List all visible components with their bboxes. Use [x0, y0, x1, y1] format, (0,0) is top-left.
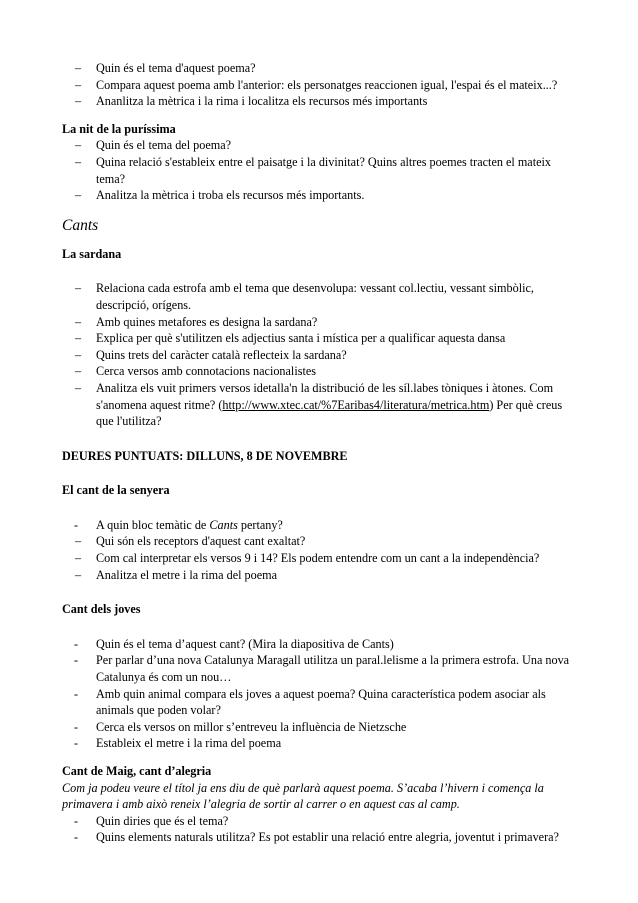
list-item: – Relaciona cada estrofa amb el tema que desenvolupa: vessant col.lectiu, vessant simbòlic, descripció, orígens. [75, 281, 534, 312]
list-item: – Amb quines metafores es designa la sardana? [75, 314, 318, 329]
intro-question-list [62, 60, 582, 110]
dash-marker: – [75, 188, 82, 203]
list-item: - Quin diries que és el tema? [74, 813, 229, 828]
hyphen-marker: - [74, 517, 79, 532]
dash-marker: – [75, 551, 82, 566]
dash-marker: – [75, 314, 82, 329]
list-item: - A quin bloc temàtic de Cants pertany? [74, 517, 283, 532]
list-item: - Amb quin animal compara els joves a aquest poema? Quina característica podem asociar als animals que poden volar? [74, 686, 546, 718]
list-item: – Analitza la mètrica i troba els recursos més importants. [75, 188, 365, 203]
list-item: – Explica per què s'utilitzen els adjectius santa i mística per a qualificar aquesta dansa [75, 331, 506, 346]
maig-question-list [62, 813, 582, 846]
dash-marker: – [75, 281, 82, 296]
list-item: – Ananlitza la mètrica i la rima i localitza els recursos més importants [75, 94, 428, 109]
dash-marker: – [75, 61, 82, 75]
list-item: – Com cal interpretar els versos 9 i 14? Els podem entendre com un cant a la independència? [75, 551, 540, 566]
list-item: – Cerca versos amb connotacions nacionalistes [75, 364, 316, 379]
list-item: - Estableix el metre i la rima del poema [74, 736, 282, 751]
hyphen-marker: - [74, 686, 79, 701]
list-item: - Cerca els versos on millor s’entreveu la influència de Nietzsche [74, 719, 407, 734]
document-page [62, 60, 582, 846]
dash-marker: – [75, 347, 82, 362]
senyera-question-list [62, 517, 582, 583]
metrica-link[interactable]: http://www.xtec.cat/%7Earibas4/literatura/metrica.htm [222, 397, 490, 412]
dash-marker: – [75, 380, 82, 395]
nit-question-list [62, 137, 582, 203]
list-item: – Quina relació s'estableix entre el paisatge i la divinitat? Quins altres poemes tracten el mateix tema? [75, 154, 551, 186]
dash-marker: – [75, 138, 82, 153]
list-item: – Analitza el metre i la rima del poema [75, 567, 278, 582]
heading-senyera: El cant de la senyera [62, 483, 170, 498]
maig-intro-paragraph: Com ja podeu veure el títol ja ens diu de què parlarà aquest poema. S’acaba l’hivern i comença la primavera i amb això reneix l’alegria de sortir al carrer o en aquest cas al camp. [62, 780, 544, 812]
list-item: – Qui són els receptors d'aquest cant exaltat? [75, 534, 306, 549]
list-item: – Quin és el tema d'aquest poema? [75, 61, 256, 75]
hyphen-marker: - [74, 653, 79, 668]
list-item: - Quin és el tema d’aquest cant? (Mira la diapositiva de Cants) [74, 636, 394, 651]
list-item: – Quin és el tema del poema? [75, 138, 232, 153]
hyphen-marker: - [74, 830, 79, 845]
list-item: – Analitza els vuit primers versos idetalla'n la distribució de les síl.labes tòniques i àtones. Com s'anomena aquest ritme? (http://www.xtec.cat/%7Earibas4/literatura/metrica.htm) Per què creus que l'utilitza? [75, 380, 563, 429]
deures-heading: DEURES PUNTUATS: DILLUNS, 8 DE NOVEMBRE [62, 448, 348, 463]
hyphen-marker: - [74, 719, 79, 734]
joves-question-list [62, 636, 582, 752]
dash-marker: – [75, 567, 82, 582]
section-title: Cants [62, 216, 99, 234]
hyphen-marker: - [74, 813, 79, 828]
list-item: - Quins elements naturals utilitza? Es pot establir una relació entre alegria, joventut i primavera? [74, 830, 559, 845]
dash-marker: – [75, 534, 82, 549]
hyphen-marker: - [74, 636, 79, 651]
dash-marker: – [75, 77, 82, 92]
dash-marker: – [75, 94, 82, 109]
heading-nit: La nit de la puríssima [62, 121, 176, 136]
list-item: - Per parlar d’una nova Catalunya Maragall utilitza un paral.lelisme a la primera estrofa. Una nova Catalunya és com un nou… [74, 653, 570, 685]
list-item: – Compara aquest poema amb l'anterior: els personatges reaccionen igual, l'espai és el mateix...? [75, 77, 558, 92]
dash-marker: – [75, 331, 82, 346]
heading-sardana: La sardana [62, 246, 122, 261]
heading-maig: Cant de Maig, cant d’alegria [62, 764, 212, 778]
list-item: – Quins trets del caràcter català reflecteix la sardana? [75, 347, 347, 362]
heading-joves: Cant dels joves [62, 602, 141, 617]
dash-marker: – [75, 364, 82, 379]
hyphen-marker: - [74, 736, 79, 751]
sardana-question-list [62, 280, 582, 429]
dash-marker: – [75, 154, 82, 169]
